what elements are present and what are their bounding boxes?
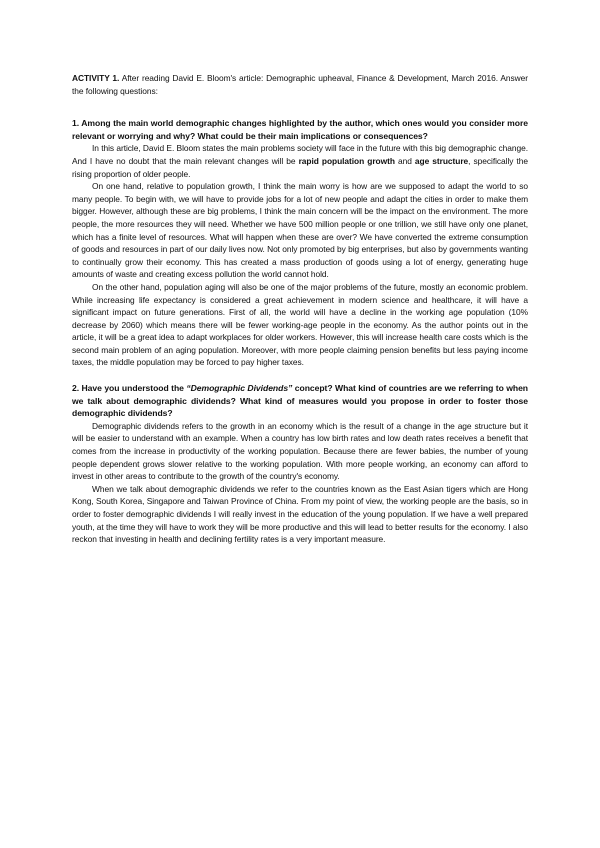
- activity-label: ACTIVITY 1.: [72, 73, 120, 83]
- activity-instructions: After reading David E. Bloom's article: Demographic upheaval, Finance & Development, March 2016. Answer the following questions:: [72, 73, 529, 96]
- activity-intro: [72, 72, 528, 97]
- question-2: 2. Have you understood the “Demographic Dividends” concept? What kind of countries are we referring to when we talk about demographic dividends? What kind of measures would you propose in order to foster those demographic dividends?: [72, 383, 529, 419]
- answer-2-paragraph-1: Demographic dividends refers to the growth in an economy which is the result of a change in the age structure but it will be easier to understand with an example. When a country has low birth rates and low death rates receives a benefit that comes from the increase in productivity of the working population. Because there are fewer babies, the number of young people dependent grows slower relative to the working population. With more people working, an economy can afford to invest in other areas to contribute to the growth of the country's economy.: [72, 420, 528, 482]
- answer-1-paragraph-1: In this article, David E. Bloom states the main problems society will face in the future with this big demographic change. And I have no doubt that the main relevant changes will be rapid population growth and age structure, specifically the rising proportion of older people.: [72, 143, 529, 179]
- bold-term-population-growth: rapid population growth: [298, 155, 395, 166]
- italic-term-demographic-dividends: “Demographic Dividends”: [186, 383, 293, 394]
- section-gap: [72, 369, 528, 382]
- question-1: 1. Among the main world demographic changes highlighted by the author, which ones would you consider more relevant or worrying and why? What could be their main implications or consequences?: [72, 118, 528, 141]
- answer-2-paragraph-2: When we talk about demographic dividends we refer to the countries known as the East Asian tigers which are Hong Kong, South Korea, Singapore and Taiwan Province of China. From my point of view, the working people are the basis, so in order to foster demographic dividends I will really invest in the education of the young population. If we have a well prepared youth, at the time they will have to work they will be more productive and this will lead to better results for the economy. I also reckon that investing in health and declining fertility rates is a very important measure.: [72, 483, 529, 545]
- answer-1-paragraph-2: On one hand, relative to population growth, I think the main worry is how are we supposed to adapt the world to so many people. To begin with, we will have to provide jobs for a lot of new people and adapt the cities in order to make them bigger. However, although these are big problems, I think the main concern will be the impact on the environment. The more people, the more resources they will need. Whether we have 500 million people or one trillion, we still have only one planet, which has a finite level of resources. What will happen when these are over? We have converted the extreme consumption of goods and resources in part of our daily lives now. Not only promoted by big enterprises, but also by governments wanting to continually grow their economy. This has created a mass production of goods using a lot of energy, generating huge amounts of waste and creating excess pollution the world cannot hold.: [72, 181, 528, 280]
- answer-1-paragraph-3: On the other hand, population aging will also be one of the major problems of the future, mostly an economic problem. While increasing life expectancy is considered a great achievement in modern science and healthcare, it will have a significant impact on future generations. First of all, the world will have a decline in the working age population (10% decrease by 2060) which means there will be fewer working-age people in the economy. As the author points out in the article, it will be a great idea to adapt workplaces for older workers. However, this will increase health care costs which is the second main problem of an aging population. Moreover, with more people claiming pension benefits but less paying income taxes, the middle population may be forced to pay higher taxes.: [72, 281, 528, 368]
- bold-term-age-structure: age structure: [414, 155, 469, 166]
